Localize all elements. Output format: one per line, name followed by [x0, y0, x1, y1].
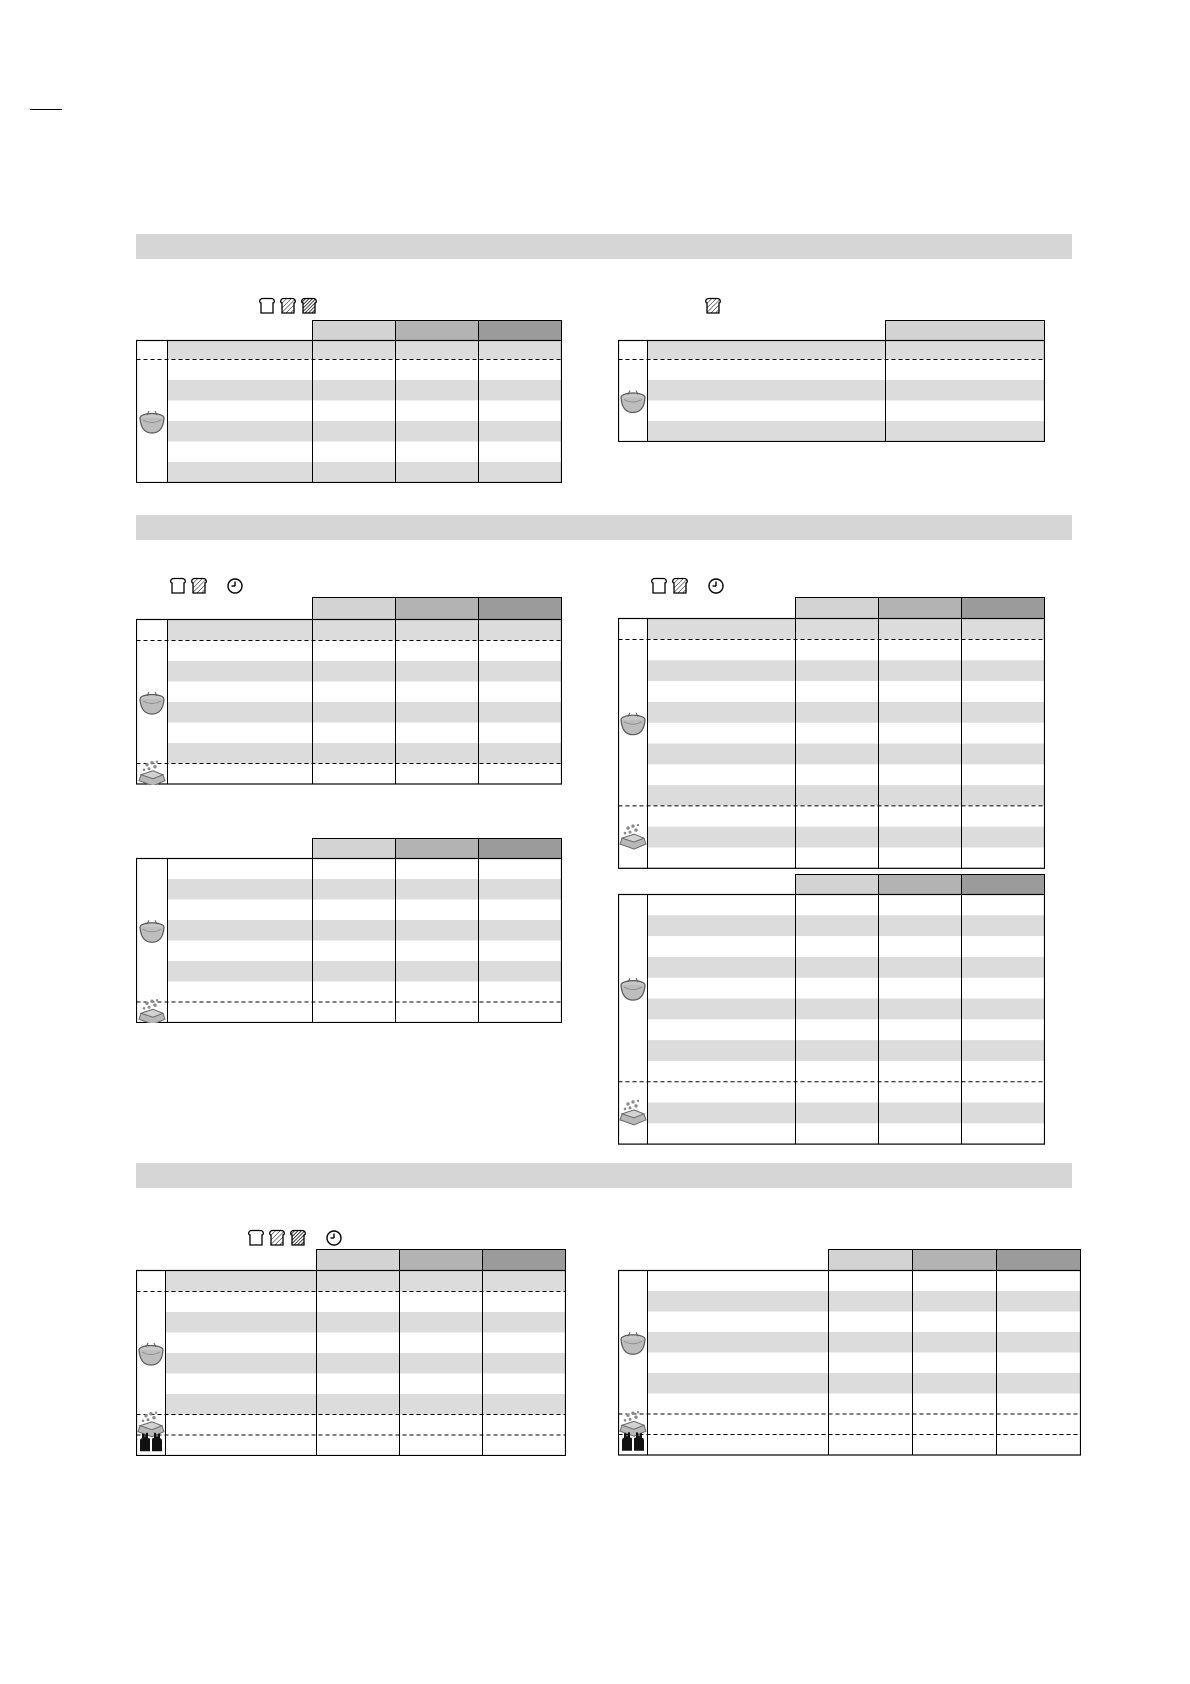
- column-header-strip: [648, 619, 1045, 640]
- timer-icon: [226, 577, 244, 595]
- table-row: [166, 1394, 566, 1415]
- row-shade: [168, 380, 562, 401]
- level-header-cell-2: [913, 1250, 997, 1271]
- table-row: [648, 702, 1045, 723]
- table-row: [168, 380, 562, 401]
- level-header-cell-3: [997, 1250, 1081, 1271]
- column-header-strip: [648, 341, 1045, 360]
- section-2-band: [136, 515, 1072, 540]
- toast-level-icon-2: [704, 297, 722, 315]
- row-shade: [648, 1373, 1081, 1394]
- toast-dark-icon: [300, 297, 318, 315]
- level-header-row: [313, 839, 562, 859]
- table-row: [648, 999, 1045, 1020]
- table-row: [648, 380, 1045, 401]
- row-shade: [166, 1312, 566, 1333]
- column-header-strip: [168, 620, 562, 641]
- row-shade: [648, 1103, 1045, 1124]
- level-header-cell-2: [400, 1250, 483, 1271]
- column-header-row: [166, 1271, 566, 1292]
- table-row: [648, 1332, 1081, 1353]
- table-row: [168, 421, 562, 442]
- row-shade: [168, 743, 562, 764]
- row-shade: [648, 827, 1045, 848]
- level-header-cell-3: [479, 321, 562, 341]
- row-shade: [648, 744, 1045, 765]
- section-3-band: [136, 1163, 1072, 1188]
- column-header-strip: [168, 341, 562, 360]
- row-shade: [648, 1332, 1081, 1353]
- bowl-icon: [140, 920, 164, 942]
- column-header-row: [648, 341, 1045, 360]
- level-header-row: [313, 321, 562, 341]
- column-header-row: [168, 620, 562, 641]
- table-row: [168, 920, 562, 941]
- table-grid: [137, 341, 562, 483]
- bowl-icon: [621, 713, 645, 735]
- row-shade: [168, 702, 562, 723]
- level-header-cell-3: [962, 875, 1045, 895]
- table-program-8: [618, 1249, 1081, 1456]
- toast-levels-icons-1: [258, 297, 318, 315]
- section-1-band: [136, 234, 1072, 259]
- table-row: [648, 1103, 1045, 1124]
- bowl-icon: [621, 978, 645, 1000]
- table-row: [168, 661, 562, 682]
- column-header-row: [648, 619, 1045, 640]
- toast-medium-icon: [671, 577, 689, 595]
- row-shade: [648, 957, 1045, 978]
- toast-light-icon: [247, 1229, 265, 1247]
- bowl-icon: [621, 391, 645, 413]
- level-header-cell-2: [879, 598, 962, 619]
- bowl-icon: [139, 1343, 163, 1365]
- table-row: [648, 1373, 1081, 1394]
- table-row: [648, 957, 1045, 978]
- table-row: [166, 1353, 566, 1374]
- level-header-row: [313, 598, 562, 620]
- column-header-strip: [166, 1271, 566, 1292]
- level-header-row: [886, 321, 1045, 341]
- toast-medium-icon: [268, 1229, 286, 1247]
- table-row: [166, 1312, 566, 1333]
- level-header-row: [317, 1250, 566, 1271]
- level-header-cell-3: [962, 598, 1045, 619]
- toast-medium-icon: [279, 297, 297, 315]
- row-shade: [648, 660, 1045, 681]
- row-shade: [648, 1040, 1045, 1061]
- dough-icon: [139, 761, 165, 785]
- bowl-icon: [621, 1332, 645, 1354]
- bowl-icon: [140, 411, 164, 433]
- level-header-row: [796, 875, 1045, 895]
- row-shade: [168, 879, 562, 900]
- row-shade: [168, 920, 562, 941]
- row-shade: [168, 661, 562, 682]
- table-row: [648, 785, 1045, 806]
- dough-icon: [620, 1100, 646, 1125]
- table-row: [648, 744, 1045, 765]
- level-header-cell-3: [479, 598, 562, 620]
- level-header-cell-1: [796, 598, 879, 619]
- toast-light-icon: [169, 577, 187, 595]
- level-header-cell-1: [829, 1250, 913, 1271]
- table-row: [648, 1040, 1045, 1061]
- timer-icon: [325, 1229, 343, 1247]
- table-row: [168, 462, 562, 483]
- table-program-5: [618, 597, 1045, 869]
- row-shade: [168, 462, 562, 483]
- row-shade: [648, 999, 1045, 1020]
- timer-icon: [707, 577, 725, 595]
- level-header-cell-2: [396, 839, 479, 859]
- dough-icon: [620, 1411, 646, 1436]
- toast-light-icon: [258, 297, 276, 315]
- toast-dark-icon: [289, 1229, 307, 1247]
- bowl-icon: [140, 692, 164, 714]
- row-shade: [168, 421, 562, 442]
- level-header-cell-3: [479, 839, 562, 859]
- page-top-rule: [30, 109, 62, 110]
- table-program-4: [136, 838, 562, 1023]
- level-header-cell-3: [483, 1250, 566, 1271]
- row-shade: [648, 785, 1045, 806]
- table-program-1: [136, 320, 562, 483]
- level-header-cell-1: [796, 875, 879, 895]
- level-header-cell-2: [396, 598, 479, 620]
- table-border: [137, 341, 562, 483]
- row-shade: [166, 1353, 566, 1374]
- toast-timer-icons-3: [169, 577, 244, 595]
- level-header-cell-2: [879, 875, 962, 895]
- column-header-row: [168, 341, 562, 360]
- row-shade: [648, 915, 1045, 936]
- table-row: [648, 915, 1045, 936]
- row-shade: [648, 702, 1045, 723]
- toast-medium-icon: [190, 577, 208, 595]
- level-header-cell-1: [313, 839, 396, 859]
- toast-medium-icon: [704, 297, 722, 315]
- table-row: [168, 702, 562, 723]
- table-row: [648, 827, 1045, 848]
- level-header-row: [796, 598, 1045, 619]
- dough-icon: [138, 1412, 164, 1437]
- level-header-cell-1: [313, 321, 396, 341]
- table-row: [168, 961, 562, 982]
- level-header-cell-1: [317, 1250, 400, 1271]
- level-header-cell-1: [313, 598, 396, 620]
- table-program-6: [618, 874, 1045, 1145]
- level-header-cell-1: [886, 321, 1045, 341]
- table-row: [648, 1291, 1081, 1312]
- toast-light-icon: [650, 577, 668, 595]
- table-row: [168, 879, 562, 900]
- level-header-row: [829, 1250, 1081, 1271]
- row-shade: [648, 421, 1045, 442]
- row-shade: [166, 1394, 566, 1415]
- table-row: [168, 743, 562, 764]
- level-header-cell-2: [396, 321, 479, 341]
- table-program-3: [136, 597, 562, 785]
- row-shade: [648, 1291, 1081, 1312]
- table-program-2: [618, 320, 1045, 442]
- table-row: [648, 660, 1045, 681]
- row-shade: [648, 380, 1045, 401]
- row-shade: [168, 961, 562, 982]
- table-row: [648, 421, 1045, 442]
- toast-timer-icons-5: [650, 577, 725, 595]
- dough-icon: [620, 824, 646, 849]
- dough-icon: [139, 999, 165, 1023]
- table-program-7: [136, 1249, 566, 1456]
- toast-timer-icons-7: [247, 1229, 343, 1247]
